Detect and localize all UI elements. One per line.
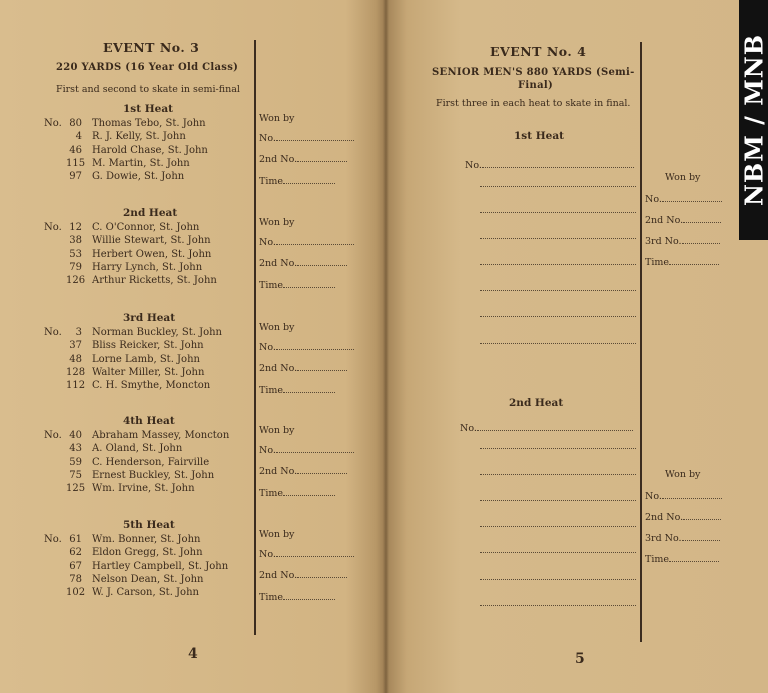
entry-number: 48 [69, 353, 82, 365]
slot-blank [662, 489, 722, 499]
column-divider [254, 40, 256, 635]
entry-name: Nelson Dean, St. John [92, 573, 204, 585]
entry-row [44, 327, 222, 338]
entry-row [44, 262, 202, 273]
entry-line [465, 158, 634, 171]
entry-blank-line [480, 186, 636, 187]
heat-title: 2nd Heat [123, 207, 178, 219]
result-slot [259, 547, 354, 560]
entry-row [44, 587, 199, 598]
slot-blank [297, 152, 347, 162]
entry-blank-line [480, 264, 636, 265]
event-subtitle: 220 YARDS (16 Year Old Class) [56, 62, 239, 73]
entry-number: 40 [69, 430, 82, 441]
entry-number: 62 [69, 547, 82, 559]
entry-prefix: No. [44, 430, 62, 441]
result-slot [259, 383, 335, 396]
result-slot [259, 152, 347, 165]
entry-blank-line [480, 526, 636, 527]
entry-row [44, 561, 228, 572]
entry-number: 4 [75, 131, 82, 143]
entry-name: A. Oland, St. John [92, 443, 183, 455]
event-note: First three in each heat to skate in final. [436, 98, 631, 109]
slot-blank [283, 590, 335, 600]
entry-name: Wm. Irvine, St. John [92, 483, 195, 495]
result-slot [645, 213, 721, 226]
slot-blank [669, 255, 719, 265]
entry-number: 67 [69, 560, 82, 572]
slot-blank [276, 131, 354, 141]
slot-blank [283, 486, 335, 496]
column-divider [640, 42, 642, 642]
entry-name: Abraham Massey, Moncton [92, 430, 230, 441]
page-number: 5 [575, 651, 585, 667]
entry-number: 79 [69, 261, 82, 273]
slot-label: Time [645, 554, 670, 565]
slot-label: Time [259, 385, 284, 396]
entry-name: Harold Chase, St. John [92, 144, 208, 156]
entry-blank-line [480, 316, 636, 317]
slot-blank [669, 552, 719, 562]
entry-number: 115 [66, 157, 86, 169]
event-title: EVENT No. 4 [490, 44, 587, 59]
slot-label: Won by [259, 113, 295, 124]
entry-name: G. Dowie, St. John [92, 171, 185, 183]
entry-number: 126 [66, 275, 86, 287]
entry-blank-line [480, 448, 636, 449]
slot-label: No. [645, 194, 662, 205]
result-slot [259, 278, 335, 291]
slot-label: 2nd No. [259, 154, 298, 165]
entry-row [44, 367, 204, 378]
entry-name: M. Martin, St. John [92, 157, 190, 169]
result-slot [259, 529, 294, 540]
entry-name: Arthur Ricketts, St. John [92, 275, 217, 287]
entry-number: 80 [69, 118, 82, 129]
entry-name: Thomas Tebo, St. John [92, 118, 206, 129]
entry-row [44, 131, 186, 142]
slot-blank [682, 234, 720, 244]
entry-row [44, 534, 200, 545]
result-slot [259, 217, 294, 228]
result-slot [645, 234, 720, 247]
entry-name: C. Henderson, Fairville [92, 456, 210, 468]
result-slot [259, 425, 294, 436]
entry-name: Walter Miller, St. John [92, 366, 205, 378]
result-slot [259, 568, 347, 581]
entry-name: C. O'Connor, St. John [92, 222, 200, 233]
entry-number: 75 [69, 469, 82, 481]
slot-blank [276, 340, 354, 350]
heat-title: 2nd Heat [509, 397, 564, 409]
slot-blank [682, 531, 720, 541]
entry-prefix: No. [44, 327, 62, 338]
event-subtitle-line2: Final) [518, 80, 553, 91]
slot-label: Won by [259, 425, 295, 436]
entry-row [44, 443, 182, 454]
result-slot [645, 531, 720, 544]
entry-name: Lorne Lamb, St. John [92, 353, 200, 365]
slot-blank [283, 174, 335, 184]
slot-label: 2nd No. [259, 466, 298, 477]
slot-blank [297, 256, 347, 266]
slot-blank [283, 278, 335, 288]
entry-number: 128 [66, 366, 86, 378]
slot-label: 3rd No. [645, 533, 682, 544]
slot-label: Time [645, 257, 670, 268]
slot-blank [662, 192, 722, 202]
slot-label: 2nd No. [259, 570, 298, 581]
slot-blank [683, 213, 721, 223]
entry-blank-line [480, 605, 636, 606]
entry-name: W. J. Carson, St. John [92, 587, 199, 599]
entry-row [44, 275, 217, 286]
entry-row [44, 158, 190, 169]
slot-label: 2nd No. [645, 215, 684, 226]
entry-number: 43 [69, 443, 82, 455]
entry-blank-line [480, 579, 636, 580]
slot-label: No. [259, 342, 276, 353]
slot-label: Won by [259, 322, 295, 333]
slot-blank [683, 510, 721, 520]
entry-blank-line [480, 500, 636, 501]
slot-blank [297, 464, 347, 474]
slot-blank [276, 235, 354, 245]
entry-name: C. H. Smythe, Moncton [92, 380, 211, 392]
slot-label: Time [259, 488, 284, 499]
entry-number: 61 [69, 534, 82, 545]
slot-label: Time [259, 592, 284, 603]
entry-name: Norman Buckley, St. John [92, 327, 222, 338]
result-slot [645, 255, 719, 268]
result-slot [259, 340, 354, 353]
result-slot [259, 590, 335, 603]
result-slot [259, 464, 347, 477]
heat-title: 5th Heat [123, 519, 175, 531]
entry-name: Hartley Campbell, St. John [92, 560, 229, 572]
entry-blank-line [480, 343, 636, 344]
page-number: 4 [188, 646, 198, 662]
result-slot [645, 552, 719, 565]
event-subtitle-line1: SENIOR MEN'S 880 YARDS (Semi- [432, 67, 635, 78]
entry-name: Ernest Buckley, St. John [92, 469, 215, 481]
entry-blank [477, 421, 633, 431]
entry-name: R. J. Kelly, St. John [92, 131, 186, 143]
result-slot [259, 174, 335, 187]
entry-name: Harry Lynch, St. John [92, 261, 203, 273]
entry-row [44, 118, 206, 129]
entry-row [44, 145, 208, 156]
result-slot [645, 510, 721, 523]
entry-row [44, 171, 184, 182]
entry-row [44, 470, 214, 481]
slot-blank [276, 443, 354, 453]
entry-name: Herbert Owen, St. John [92, 248, 212, 260]
result-slot [259, 235, 354, 248]
heat-title: 3rd Heat [123, 312, 176, 324]
slot-label: Won by [665, 469, 701, 480]
entry-row [44, 354, 200, 365]
slot-blank [297, 361, 347, 371]
entry-row [44, 380, 210, 391]
entry-row [44, 222, 199, 233]
slot-label: 2nd No. [259, 258, 298, 269]
slot-label: 2nd No. [259, 363, 298, 374]
entry-name: Wm. Bonner, St. John [92, 534, 201, 545]
entry-number: 102 [66, 587, 86, 599]
heat-title: 1st Heat [123, 103, 173, 115]
entry-row [44, 547, 203, 558]
result-slot [259, 361, 347, 374]
entry-row [44, 235, 211, 246]
slot-label: Won by [665, 172, 701, 183]
slot-label: Won by [259, 217, 295, 228]
result-slot [259, 256, 347, 269]
entry-name: Willie Stewart, St. John [92, 235, 211, 247]
entry-number: 38 [69, 235, 82, 247]
entry-prefix: No. [44, 222, 62, 233]
entry-number: 125 [66, 483, 86, 495]
entry-blank-line [480, 290, 636, 291]
entry-number: 3 [75, 327, 82, 338]
entry-number: 59 [69, 456, 82, 468]
entry-blank-line [480, 474, 636, 475]
right-page [386, 0, 768, 693]
slot-blank [297, 568, 347, 578]
slot-label: No. [645, 491, 662, 502]
slot-label: No. [259, 445, 276, 456]
heat-title: 1st Heat [514, 130, 564, 142]
slot-label: 2nd No. [645, 512, 684, 523]
watermark-text: NBM / MNB [739, 33, 768, 207]
event-title: EVENT No. 3 [103, 40, 200, 55]
result-slot [259, 322, 294, 333]
entry-blank-line [480, 238, 636, 239]
result-slot [259, 486, 335, 499]
entry-line [460, 421, 633, 434]
entry-line-label: No. [460, 423, 477, 434]
event-note: First and second to skate in semi-final [56, 84, 240, 95]
entry-row [44, 430, 229, 441]
result-slot [259, 443, 354, 456]
slot-label: No. [259, 549, 276, 560]
entry-row [44, 249, 211, 260]
slot-label: Won by [259, 529, 295, 540]
slot-label: No. [259, 133, 276, 144]
entry-row [44, 574, 203, 585]
entry-number: 12 [69, 222, 82, 233]
result-slot [645, 489, 722, 502]
entry-line-label: No. [465, 160, 482, 171]
slot-label: No. [259, 237, 276, 248]
entry-name: Eldon Gregg, St. John [92, 547, 203, 559]
slot-blank [276, 547, 354, 557]
entry-number: 112 [66, 380, 86, 392]
result-slot [645, 192, 722, 205]
slot-label: Time [259, 280, 284, 291]
slot-label: 3rd No. [645, 236, 682, 247]
slot-label: Time [259, 176, 284, 187]
entry-number: 46 [69, 144, 82, 156]
entry-row [44, 483, 195, 494]
result-slot [665, 172, 700, 183]
entry-blank-line [480, 552, 636, 553]
result-slot [259, 131, 354, 144]
result-slot [259, 113, 294, 124]
result-slot [665, 469, 700, 480]
entry-row [44, 457, 209, 468]
heat-title: 4th Heat [123, 415, 175, 427]
entry-prefix: No. [44, 118, 62, 129]
entry-name: Bliss Reicker, St. John [92, 340, 204, 352]
entry-row [44, 340, 204, 351]
entry-prefix: No. [44, 534, 62, 545]
entry-number: 37 [69, 340, 82, 352]
slot-blank [283, 383, 335, 393]
entry-number: 78 [69, 573, 82, 585]
entry-number: 97 [69, 171, 82, 183]
entry-blank [482, 158, 634, 168]
entry-number: 53 [69, 248, 82, 260]
entry-blank-line [480, 212, 636, 213]
